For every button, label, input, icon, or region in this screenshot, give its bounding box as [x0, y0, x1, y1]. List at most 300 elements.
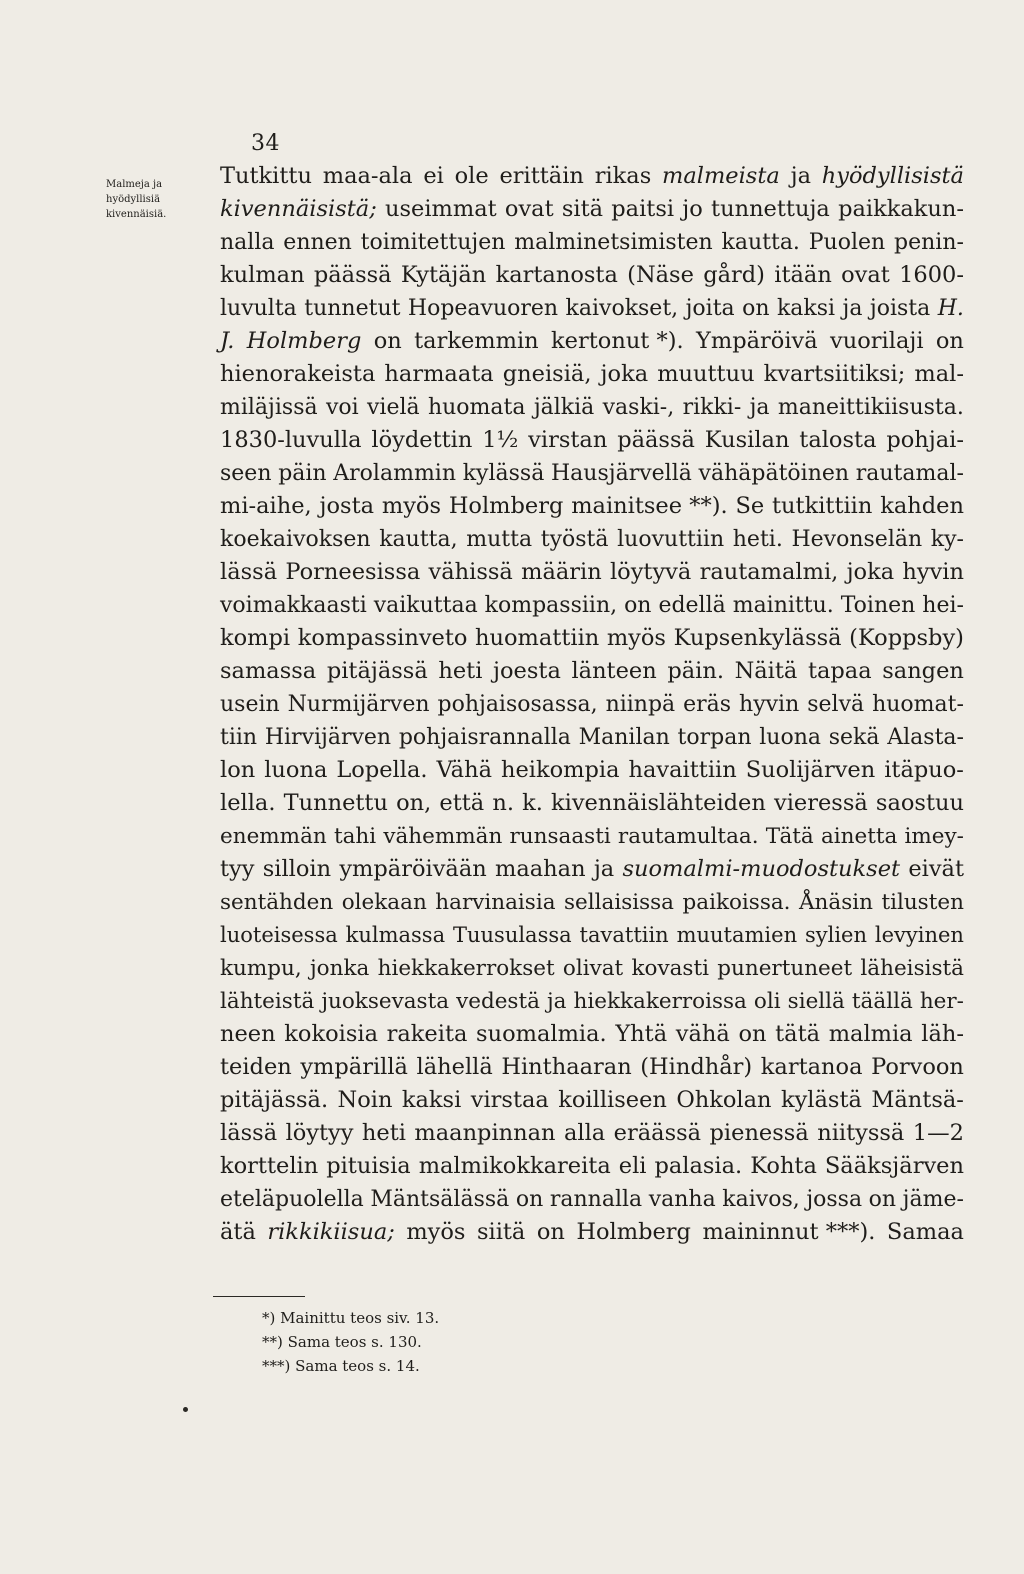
word: joka	[846, 559, 895, 585]
text-line	[220, 589, 964, 622]
word: vedestä	[456, 989, 540, 1014]
word: luovuttiin	[617, 527, 725, 552]
text-line	[220, 358, 964, 391]
word: ja	[546, 989, 567, 1014]
text-line	[220, 391, 964, 424]
text-line	[220, 853, 964, 886]
word: löytyy	[285, 1120, 354, 1146]
word: hei-	[922, 593, 964, 618]
word: luona	[264, 757, 328, 783]
word: itäpuo-	[884, 757, 964, 783]
text-line	[220, 292, 964, 325]
word: Ympäröivä	[696, 328, 818, 354]
word: jo	[682, 196, 703, 222]
word: jossa	[806, 1187, 863, 1212]
word: eräässä	[613, 1120, 702, 1146]
word: kylässä	[462, 461, 545, 486]
word: mi-aihe,	[220, 493, 312, 519]
word: kivennäislähteiden	[551, 790, 766, 816]
word: on	[624, 593, 652, 618]
word: Toinen	[840, 593, 916, 618]
word: hienorakeista	[220, 361, 376, 387]
word: on	[536, 1219, 565, 1245]
text-line	[220, 919, 964, 952]
word: kautta.	[721, 230, 800, 255]
print-speck	[183, 1407, 188, 1412]
word: eivät	[908, 856, 964, 882]
word: niinpä	[605, 692, 676, 717]
word: silloin	[262, 856, 332, 882]
word: rautamal-	[855, 461, 964, 486]
word: heti.	[732, 527, 783, 552]
word: neen	[220, 1021, 276, 1047]
word: kahden	[880, 493, 964, 519]
word: (Koppsby)	[849, 625, 964, 651]
word: voimakkaasti	[220, 593, 367, 618]
text-line	[220, 556, 964, 589]
word: korttelin	[220, 1153, 319, 1179]
word: samassa	[220, 658, 317, 684]
word: muuttuu	[657, 361, 755, 387]
word: hyvin	[902, 559, 964, 585]
word: 1600-	[899, 262, 964, 288]
word: palasia.	[654, 1153, 743, 1179]
word: koilliseen	[558, 1087, 667, 1113]
text-line	[220, 523, 964, 556]
word: juoksevasta	[321, 989, 450, 1014]
word: Puolen	[808, 230, 886, 255]
word: ennen	[283, 230, 352, 255]
word: suomalmi-muodostukset	[622, 856, 901, 882]
word: useimmat	[385, 196, 497, 222]
word: rikas	[594, 163, 652, 189]
word: hiekkakerroissa	[573, 989, 747, 1014]
text-line	[220, 226, 964, 259]
word: n.	[492, 790, 514, 816]
word: kautta,	[379, 527, 458, 552]
word: Kupsenkylässä	[673, 625, 842, 651]
text-line	[220, 1117, 964, 1150]
word: Manilan	[578, 725, 670, 750]
word: eräs	[683, 692, 732, 717]
word: päin.	[667, 658, 724, 684]
word: Hevonselän	[791, 527, 923, 552]
word: on	[515, 1187, 544, 1212]
text-line	[220, 160, 964, 193]
word: teiden	[220, 1054, 292, 1080]
word: rikki-	[682, 395, 742, 420]
word: päässä	[313, 262, 392, 288]
word: virstaa	[470, 1087, 549, 1113]
word: gård)	[703, 262, 765, 288]
word: mainitsee **).	[571, 493, 728, 519]
word: niityssä	[817, 1120, 905, 1146]
word: maa-ala	[322, 163, 413, 189]
word: malmikokkareita	[418, 1153, 611, 1179]
word: kulmassa	[345, 923, 446, 947]
word: Holmberg	[448, 493, 564, 519]
word: kvartsiitiksi;	[763, 361, 906, 387]
word: paikkakun-	[838, 196, 964, 222]
word: myös	[381, 493, 441, 519]
word: kompassinveto	[297, 625, 468, 651]
word: 1—2	[912, 1120, 964, 1146]
word: ainetta	[820, 824, 898, 849]
word: lähteistä	[220, 989, 315, 1014]
word: 1830-luvulla	[220, 427, 362, 453]
word: ja	[749, 395, 770, 420]
word: löydettin	[371, 427, 473, 453]
word: heikompia	[501, 757, 620, 783]
word: pituisia	[326, 1153, 411, 1179]
word: ei	[423, 163, 444, 189]
word: Hopeavuoren	[407, 296, 559, 321]
word: harvinaisia	[435, 890, 556, 915]
word: siellä	[787, 989, 845, 1014]
text-line	[220, 1084, 964, 1117]
word: tiin	[220, 725, 258, 750]
word: pohjaisosassa,	[437, 692, 598, 717]
word: Porneesissa	[285, 559, 421, 585]
body-text	[220, 160, 964, 1249]
word: enemmän	[220, 824, 327, 849]
word: Yhtä	[615, 1021, 668, 1047]
word: Holmberg	[246, 328, 362, 354]
word: voi	[325, 395, 359, 420]
margin-note-line: kivennäisiä.	[106, 209, 167, 220]
word: nalla	[220, 230, 275, 255]
text-line	[220, 1150, 964, 1183]
word: kartanoa	[760, 1054, 863, 1080]
text-line	[220, 655, 964, 688]
word: kokoisia	[284, 1021, 378, 1047]
word: päässä	[617, 427, 695, 453]
text-line	[220, 754, 964, 787]
word: kompassiin,	[484, 593, 618, 618]
word: tyy	[220, 856, 255, 882]
word: sangen	[882, 658, 964, 684]
word: saostuu	[875, 790, 964, 816]
word: maanpinnan	[414, 1120, 556, 1146]
word: mal-	[914, 361, 964, 387]
word: ympäröivään	[339, 856, 487, 882]
word: siitä	[476, 1219, 526, 1245]
word: pohjaisrannalla	[398, 725, 571, 750]
text-line	[220, 490, 964, 523]
word: (Hindhår)	[640, 1054, 753, 1080]
word: muutamien	[676, 923, 798, 947]
word: kivennäisistä;	[220, 196, 377, 222]
word: runsaasti	[509, 824, 611, 849]
word: kumpu,	[220, 956, 302, 981]
word: koekaivoksen	[220, 527, 371, 552]
word: kaivos,	[722, 1187, 800, 1212]
word: itään	[774, 262, 832, 288]
text-line	[220, 787, 964, 820]
text-line	[220, 820, 964, 853]
word: tarkemmin	[414, 328, 539, 354]
word: her-	[919, 989, 964, 1014]
word: kertonut *).	[551, 328, 684, 354]
word: Ånäsin	[799, 890, 873, 915]
word: Ohkolan	[676, 1087, 772, 1113]
word: heti	[438, 658, 483, 684]
word: jäme-	[902, 1187, 964, 1212]
word: harmaata	[384, 361, 494, 387]
word: hyödyllisistä	[821, 163, 964, 189]
word: sekä	[828, 725, 880, 750]
text-line	[220, 721, 964, 754]
word: on	[742, 296, 770, 321]
word: Se	[735, 493, 765, 519]
word: että	[439, 790, 485, 816]
word: tilusten	[881, 890, 964, 915]
word: ja	[842, 296, 863, 321]
word: luvulta	[220, 296, 297, 321]
word: huomata	[427, 395, 526, 420]
word: eli	[618, 1153, 647, 1179]
word: maininnut ***).	[702, 1219, 876, 1245]
word: jonka	[310, 956, 370, 981]
word: vaski-,	[602, 395, 675, 420]
word: kovasti	[631, 956, 709, 981]
word: torpan	[677, 725, 752, 750]
word: vielä	[366, 395, 420, 420]
footnote-2: **) Sama teos s. 130.	[262, 1333, 422, 1351]
word: Holmberg	[576, 1219, 691, 1245]
word: Vähä	[436, 757, 493, 783]
word: Tutkittu	[220, 163, 312, 189]
word: lähellä	[416, 1054, 493, 1080]
word: kylästä	[780, 1087, 862, 1113]
word: tunnetut	[304, 296, 401, 321]
word: Suolijärven	[745, 757, 876, 783]
word: läh-	[921, 1021, 964, 1047]
text-line	[220, 1216, 964, 1249]
word: Samaa	[886, 1219, 964, 1245]
word: josta	[319, 493, 375, 519]
word: rautamultaa.	[617, 824, 759, 849]
word: ja	[790, 163, 811, 189]
word: joesta	[493, 658, 561, 684]
word: penin-	[894, 230, 964, 255]
word: sentähden	[220, 890, 334, 915]
word: ätä	[220, 1219, 256, 1245]
word: vähä	[675, 1021, 730, 1047]
word: pienessä	[709, 1120, 809, 1146]
word: ovat	[841, 262, 890, 288]
word: tätä	[775, 1021, 821, 1047]
word: kulman	[220, 262, 305, 288]
text-line	[220, 193, 964, 226]
word: joita	[685, 296, 735, 321]
text-line	[220, 622, 964, 655]
text-line	[220, 952, 964, 985]
word: sylien	[804, 923, 868, 947]
word: pitäjässä.	[220, 1087, 329, 1113]
text-line	[220, 688, 964, 721]
word: luona	[759, 725, 821, 750]
word: havaittiin	[628, 757, 737, 783]
word: vaikuttaa	[373, 593, 478, 618]
word: vanha	[648, 1187, 716, 1212]
footnote-divider	[213, 1296, 305, 1297]
text-line	[220, 259, 964, 292]
text-line	[220, 457, 964, 490]
margin-note-line: hyödyllisiä	[106, 194, 161, 205]
word: lässä	[220, 1120, 278, 1146]
word: Mäntsä-	[871, 1087, 964, 1113]
word: lon	[220, 757, 256, 783]
word: Kusilan	[704, 427, 790, 453]
word: olekaan	[341, 890, 427, 915]
word: paitsi	[611, 196, 675, 222]
word: Mäntsälässä	[370, 1187, 510, 1212]
word: imey-	[904, 824, 964, 849]
word: Hinthaaran	[501, 1054, 632, 1080]
word: H.	[937, 296, 964, 321]
word: vähäpätöinen	[698, 461, 850, 486]
word: usein	[220, 692, 280, 717]
word: joka	[600, 361, 649, 387]
word: mutta	[466, 527, 533, 552]
word: virstan	[528, 427, 608, 453]
word: kompi	[220, 625, 291, 651]
word: vuorilaji	[830, 328, 924, 354]
word: Kytäjän	[400, 262, 487, 288]
word: tapaa	[807, 658, 872, 684]
word: täällä	[851, 989, 913, 1014]
word: ky-	[930, 527, 964, 552]
text-line	[220, 325, 964, 358]
word: maneittikiisusta.	[777, 395, 964, 420]
word: malmia	[828, 1021, 913, 1047]
word: sellaisissa	[564, 890, 674, 915]
word: Alasta-	[887, 725, 964, 750]
text-line	[220, 1051, 964, 1084]
word: vieressä	[773, 790, 868, 816]
word: Hirvijärven	[264, 725, 392, 750]
word: k.	[522, 790, 543, 816]
word: myös	[406, 1219, 466, 1245]
word: jälkiä	[533, 395, 595, 420]
word: erittäin	[499, 163, 584, 189]
word: Näitä	[734, 658, 798, 684]
word: päin	[278, 461, 327, 486]
word: Kohta	[750, 1153, 817, 1179]
text-line	[220, 1018, 964, 1051]
word: Lopella.	[336, 757, 428, 783]
word: edellä	[658, 593, 726, 618]
word: rikkikiisua;	[267, 1219, 395, 1245]
word: lella.	[220, 790, 276, 816]
word: joista	[869, 296, 931, 321]
word: pitäjässä	[326, 658, 428, 684]
word: maahan	[495, 856, 586, 882]
word: hiekkakerrokset	[377, 956, 555, 981]
word: määrin	[521, 559, 602, 585]
word: seen	[220, 461, 272, 486]
word: Noin	[337, 1087, 393, 1113]
word: heti	[361, 1120, 406, 1146]
word: on	[738, 1021, 767, 1047]
text-line	[220, 886, 964, 919]
word: ole	[454, 163, 489, 189]
word: ympärillä	[300, 1054, 408, 1080]
word: tunnettuja	[711, 196, 830, 222]
word: pohjai-	[886, 427, 964, 453]
word: rannalla	[549, 1187, 643, 1212]
word: tutkittiin	[772, 493, 873, 519]
word: alla	[564, 1120, 606, 1146]
word: kartanosta	[495, 262, 618, 288]
word: paikoissa.	[682, 890, 791, 915]
word: toimitettujen	[360, 230, 506, 255]
word: rautamalmi,	[699, 559, 839, 585]
footnote-3: ***) Sama teos s. 14.	[262, 1357, 420, 1375]
word: on	[935, 328, 964, 354]
word: Hausjärvellä	[551, 461, 692, 486]
word: Arolammin	[333, 461, 457, 486]
word: luoteisessa	[220, 923, 338, 947]
word: oli	[753, 989, 781, 1014]
word: punertuneet	[717, 956, 853, 981]
word: tavattiin	[579, 923, 669, 947]
word: kaivokset,	[565, 296, 679, 321]
word: on	[373, 328, 402, 354]
word: suomalmia.	[476, 1021, 607, 1047]
word: ja	[593, 856, 615, 882]
word: levyinen	[874, 923, 964, 947]
footnotes	[262, 1306, 439, 1378]
word: sitä	[561, 196, 604, 222]
word: myös	[606, 625, 666, 651]
word: Tuusulassa	[452, 923, 572, 947]
word: talosta	[799, 427, 877, 453]
word: löytyvä	[609, 559, 692, 585]
word: on,	[396, 790, 432, 816]
word: on	[868, 1187, 897, 1212]
word: vähemmän	[383, 824, 503, 849]
word: eteläpuolella	[220, 1187, 364, 1212]
word: hyvin	[739, 692, 800, 717]
word: olivat	[562, 956, 624, 981]
word: malminetsimisten	[514, 230, 713, 255]
text-line	[220, 424, 964, 457]
word: huomat-	[872, 692, 964, 717]
word: vähissä	[428, 559, 513, 585]
word: kaksi	[401, 1087, 462, 1113]
footnote-1: *) Mainittu teos siv. 13.	[262, 1309, 440, 1327]
word: 1½	[482, 427, 519, 453]
word: länteen	[571, 658, 657, 684]
word: selvä	[807, 692, 865, 717]
word: gneisiä,	[502, 361, 592, 387]
word: kaksi	[776, 296, 836, 321]
word: Sääksjärven	[824, 1153, 964, 1179]
margin-note-line: Malmeja ja	[106, 179, 163, 190]
word: Porvoon	[871, 1054, 964, 1080]
word: Nurmijärven	[287, 692, 430, 717]
text-line	[220, 985, 964, 1018]
word: rakeita	[386, 1021, 468, 1047]
word: J.	[220, 328, 235, 354]
word: ovat	[504, 196, 554, 222]
word: malmeista	[662, 163, 780, 189]
text-line	[220, 1183, 964, 1216]
word: huomattiin	[475, 625, 600, 651]
word: tahi	[333, 824, 377, 849]
